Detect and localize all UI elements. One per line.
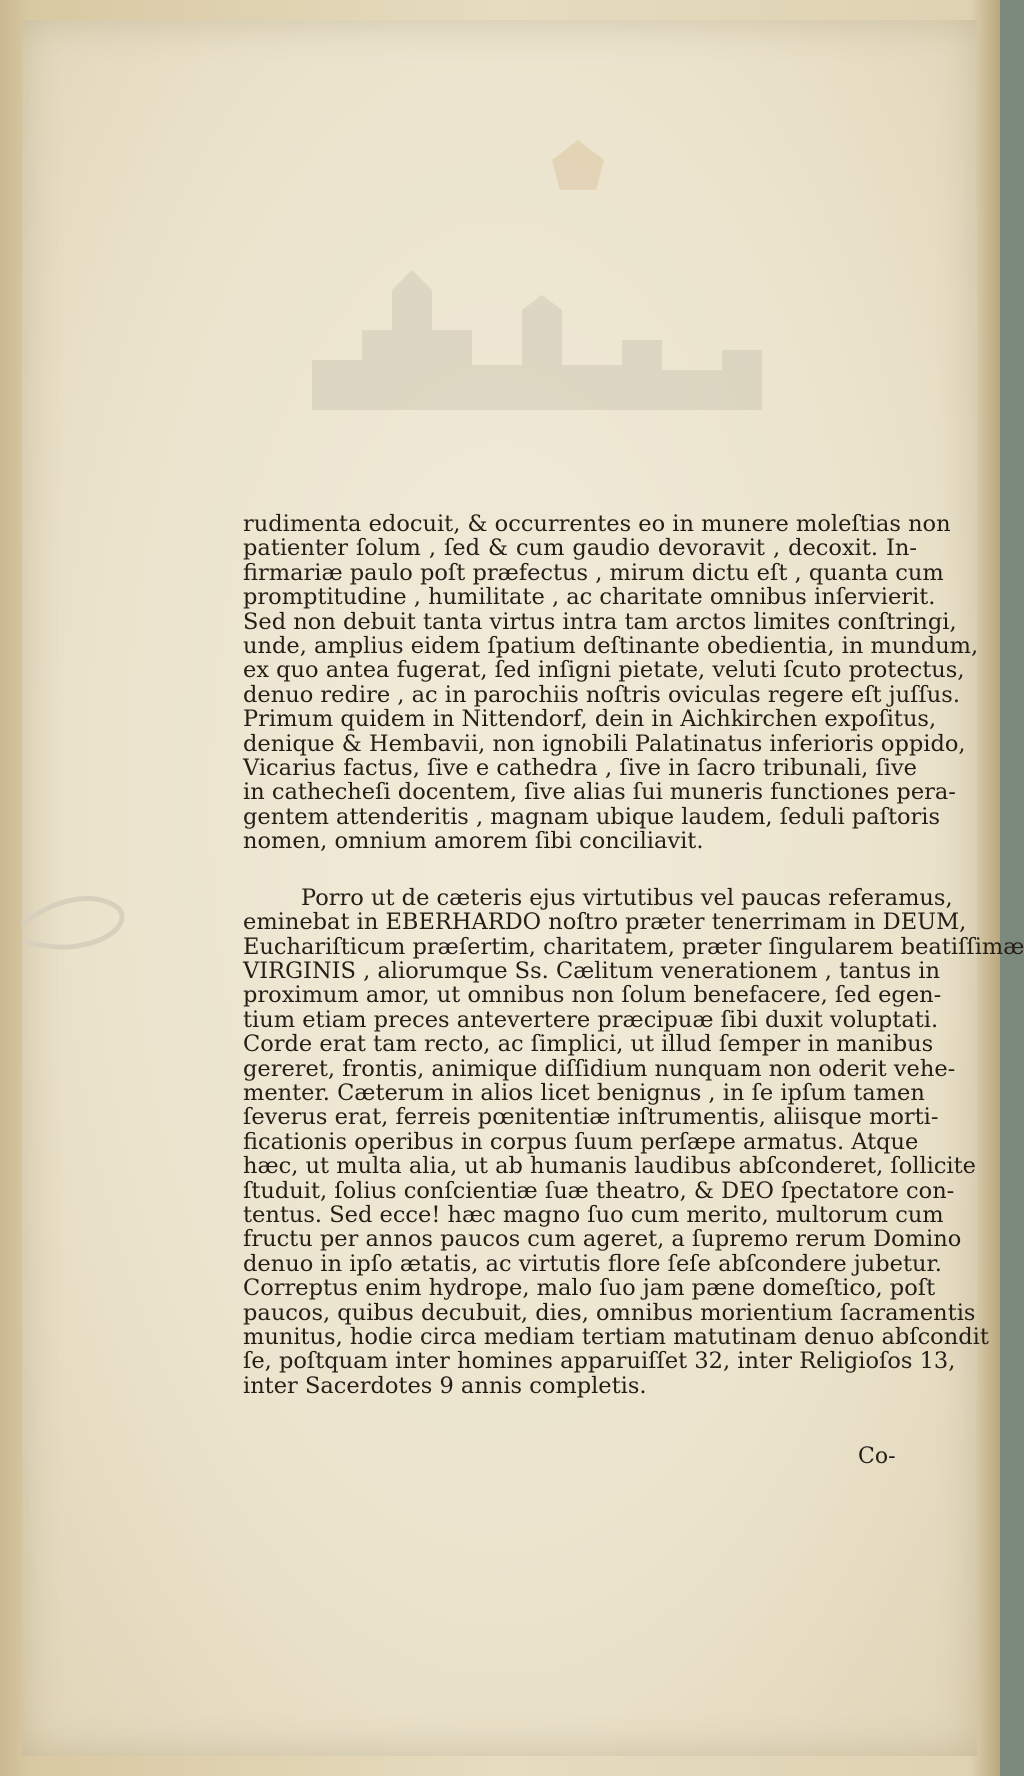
text-line: patienter ſolum , ſed & cum gaudio devoravit , decoxit. In- xyxy=(243,535,917,562)
text-line: Sed non debuit tanta virtus intra tam arctos limites conſtringi, xyxy=(243,608,957,635)
text-line: ex quo antea fugerat, ſed inſigni pietate, veluti ſcuto protectus, xyxy=(243,657,965,684)
text-line: paucos, quibus decubuit, dies, omnibus morientium ſacramentis xyxy=(243,1299,976,1326)
text-line: nomen, omnium amorem ſibi conciliavit. xyxy=(243,828,704,855)
text-line: unde, amplius eidem ſpatium deſtinante obedientia, in mundum, xyxy=(243,633,979,660)
text-line: ficationis operibus in corpus ſuum perſæpe armatus. Atque xyxy=(243,1128,919,1155)
binding-string-mark xyxy=(22,895,122,955)
text-line: denuo in ipſo ætatis, ac virtutis flore ſeſe abſcondere jubetur. xyxy=(243,1250,942,1277)
text-line: Porro ut de cæteris ejus virtutibus vel paucas referamus, xyxy=(301,884,953,911)
text-line: rudimenta edocuit, & occurrentes eo in munere moleſtias non xyxy=(243,511,951,537)
text-line: gereret, frontis, animique diſſidium nunquam non oderit vehe- xyxy=(243,1055,956,1082)
text-line: tentus. Sed ecce! hæc magno ſuo cum merito, multorum cum xyxy=(243,1201,944,1228)
text-line: Euchariſticum præſertim, charitatem, præter ſingularem beatiſſimæ xyxy=(243,933,1024,960)
text-line: ſe, poſtquam inter homines apparuiſſet 32, inter Religioſos 13, xyxy=(243,1348,956,1375)
text-line: Primum quidem in Nittendorf, dein in Aichkirchen expoſitus, xyxy=(243,706,937,733)
text-line: gentem attenderitis , magnam ubique laudem, ſeduli paſtoris xyxy=(243,803,941,830)
text-line: ſeverus erat, ferreis pœnitentiæ inſtrumentis, aliisque morti- xyxy=(243,1104,939,1131)
text-line: Vicarius factus, ſive e cathedra , ſive in ſacro tribunali, ſive xyxy=(243,755,917,782)
text-line: inter Sacerdotes 9 annis completis. xyxy=(243,1372,647,1399)
text-line: fructu per annos paucos cum ageret, a ſupremo rerum Domino xyxy=(243,1226,962,1253)
body-text xyxy=(243,511,1024,1399)
text-line: ſtuduit, ſolius conſcientiæ ſuæ theatro, & DEO ſpectatore con- xyxy=(243,1177,955,1204)
text-line: Corde erat tam recto, ac ſimplici, ut illud ſemper in manibus xyxy=(243,1031,934,1058)
text-line: hæc, ut multa alia, ut ab humanis laudibus abſconderet, ſollicite xyxy=(243,1153,976,1180)
paragraph-spacer xyxy=(243,854,917,886)
text-line: denique & Hembavii, non ignobili Palatinatus inferioris oppido, xyxy=(243,730,966,757)
text-line: promptitudine , humilitate , ac charitate omnibus inſervierit. xyxy=(243,584,936,611)
text-line: Correptus enim hydrope, malo ſuo jam pæne domeſtico, poſt xyxy=(243,1275,936,1302)
text-line: in cathecheſi docentem, ſive alias ſui muneris functiones pera- xyxy=(243,779,956,806)
text-line: tium etiam preces antevertere præcipuæ ſibi duxit voluptati. xyxy=(243,1006,939,1033)
text-line: munitus, hodie circa mediam tertiam matutinam denuo abſcondit xyxy=(243,1324,989,1350)
text-line: eminebat in EBERHARDO noſtro præter tenerrimam in DEUM, xyxy=(243,909,967,936)
text-line: menter. Cæterum in alios licet benignus , in ſe ipſum tamen xyxy=(243,1079,925,1106)
paper-stain xyxy=(552,140,604,190)
paragraph-1 xyxy=(243,511,979,855)
text-line: proximum amor, ut omnibus non ſolum benefacere, ſed egen- xyxy=(243,982,942,1009)
show-through-engraving xyxy=(302,270,772,420)
text-line: firmariæ paulo poſt præfectus , mirum dictu eſt , quanta cum xyxy=(243,559,944,586)
paragraph-2 xyxy=(243,884,1024,1399)
text-line: denuo redire , ac in parochiis noſtris oviculas regere eſt juſſus. xyxy=(243,681,960,708)
text-line: VIRGINIS , aliorumque Ss. Cælitum venerationem , tantus in xyxy=(243,957,940,984)
catchword: Co- xyxy=(858,1444,896,1469)
